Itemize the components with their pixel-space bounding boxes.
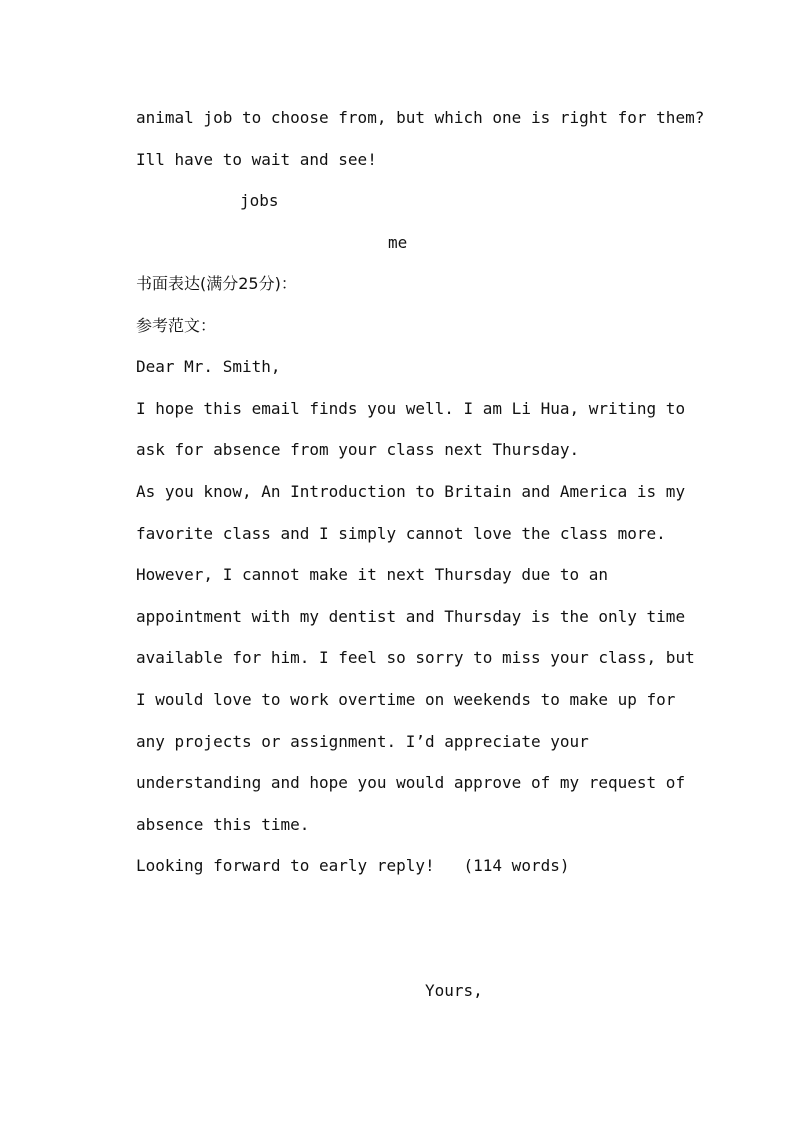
answer-word: jobs <box>240 191 279 210</box>
letter-signoff: Yours, <box>425 981 483 1000</box>
letter-line: understanding and hope you would approve of my request of <box>136 773 686 792</box>
letter-line: However, I cannot make it next Thursday due to an <box>136 565 609 584</box>
section-heading: 书面表达(满分25分)： <box>136 274 297 293</box>
letter-line: I hope this email finds you well. I am Li Hua, writing to <box>136 399 686 418</box>
passage-line: Ill have to wait and see! <box>136 150 377 169</box>
letter-line: any projects or assignment. I’d appreciate your <box>136 732 589 751</box>
letter-line: favorite class and I simply cannot love the class more. <box>136 524 666 543</box>
passage-line: animal job to choose from, but which one is right for them? <box>136 108 705 127</box>
sample-essay-label: 参考范文： <box>136 316 217 335</box>
letter-line: available for him. I feel so sorry to miss your class, but <box>136 648 695 667</box>
letter-line: appointment with my dentist and Thursday is the only time <box>136 607 686 626</box>
letter-greeting: Dear Mr. Smith, <box>136 357 281 376</box>
letter-line: As you know, An Introduction to Britain and America is my <box>136 482 686 501</box>
letter-closing-line: Looking forward to early reply! (114 words) <box>136 856 570 875</box>
answer-word: me <box>388 233 408 252</box>
letter-line: ask for absence from your class next Thursday. <box>136 440 580 459</box>
letter-line: absence this time. <box>136 815 310 834</box>
letter-line: I would love to work overtime on weekends to make up for <box>136 690 676 709</box>
